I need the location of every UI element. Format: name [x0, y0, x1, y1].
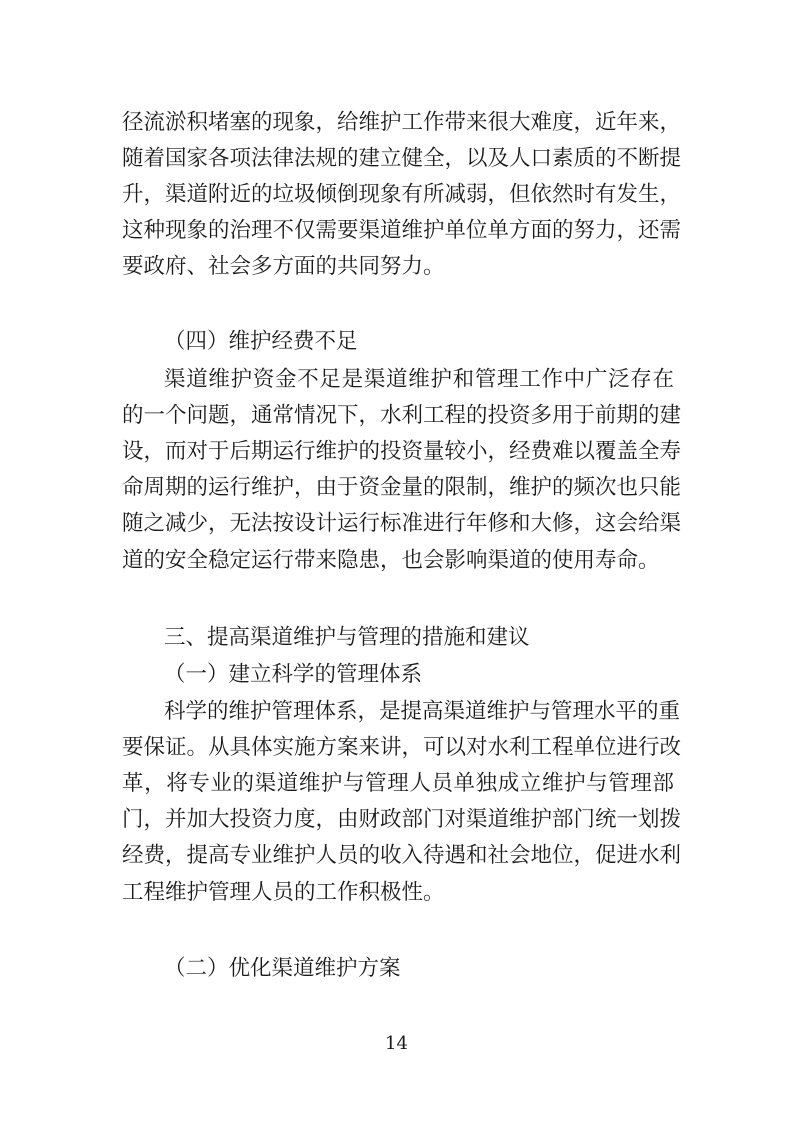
- paragraph-line: 设，而对于后期运行维护的投资量较小，经费难以覆盖全寿: [122, 439, 682, 464]
- paragraph-line: 革，将专业的渠道维护与管理人员单独成立维护与管理部: [122, 771, 674, 796]
- paragraph-line: 随之减少，无法按设计运行标准进行年修和大修，这会给渠: [122, 511, 682, 536]
- page-number: 14: [385, 1033, 408, 1054]
- paragraph-line: 工程维护管理人员的工作积极性。: [122, 880, 445, 905]
- paragraph-line: 渠道维护资金不足是渠道维护和管理工作中广泛存在: [164, 367, 674, 392]
- subsection-heading-4: （四）维护经费不足: [164, 329, 358, 354]
- paragraph-line: 门，并加大投资力度，由财政部门对渠道维护部门统一划拨: [122, 807, 682, 832]
- section-heading-3: 三、提高渠道维护与管理的措施和建议: [164, 625, 530, 650]
- paragraph-line: 要政府、社会多方面的共同努力。: [122, 254, 445, 279]
- paragraph-line: 道的安全稳定运行带来隐患，也会影响渠道的使用寿命。: [122, 548, 660, 573]
- subsection-heading-2: （二）优化渠道维护方案: [164, 956, 401, 981]
- paragraph-line: 要保证。从具体实施方案来讲，可以对水利工程单位进行改: [122, 735, 682, 760]
- paragraph-line: 经费，提高专业维护人员的收入待遇和社会地位，促进水利: [122, 843, 682, 868]
- paragraph-line: 的一个问题，通常情况下，水利工程的投资多用于前期的建: [122, 403, 682, 428]
- paragraph-line: 径流淤积堵塞的现象，给维护工作带来很大难度，近年来，: [122, 110, 682, 135]
- paragraph-line: 命周期的运行维护，由于资金量的限制，维护的频次也只能: [122, 475, 682, 500]
- paragraph-line: 升，渠道附近的垃圾倾倒现象有所减弱，但依然时有发生，: [122, 182, 682, 207]
- subsection-heading-1: （一）建立科学的管理体系: [164, 662, 423, 687]
- paragraph-line: 这种现象的治理不仅需要渠道维护单位单方面的努力，还需: [122, 218, 682, 243]
- paragraph-line: 科学的维护管理体系，是提高渠道维护与管理水平的重: [164, 699, 681, 724]
- paragraph-line: 随着国家各项法律法规的建立健全，以及人口素质的不断提: [122, 146, 682, 171]
